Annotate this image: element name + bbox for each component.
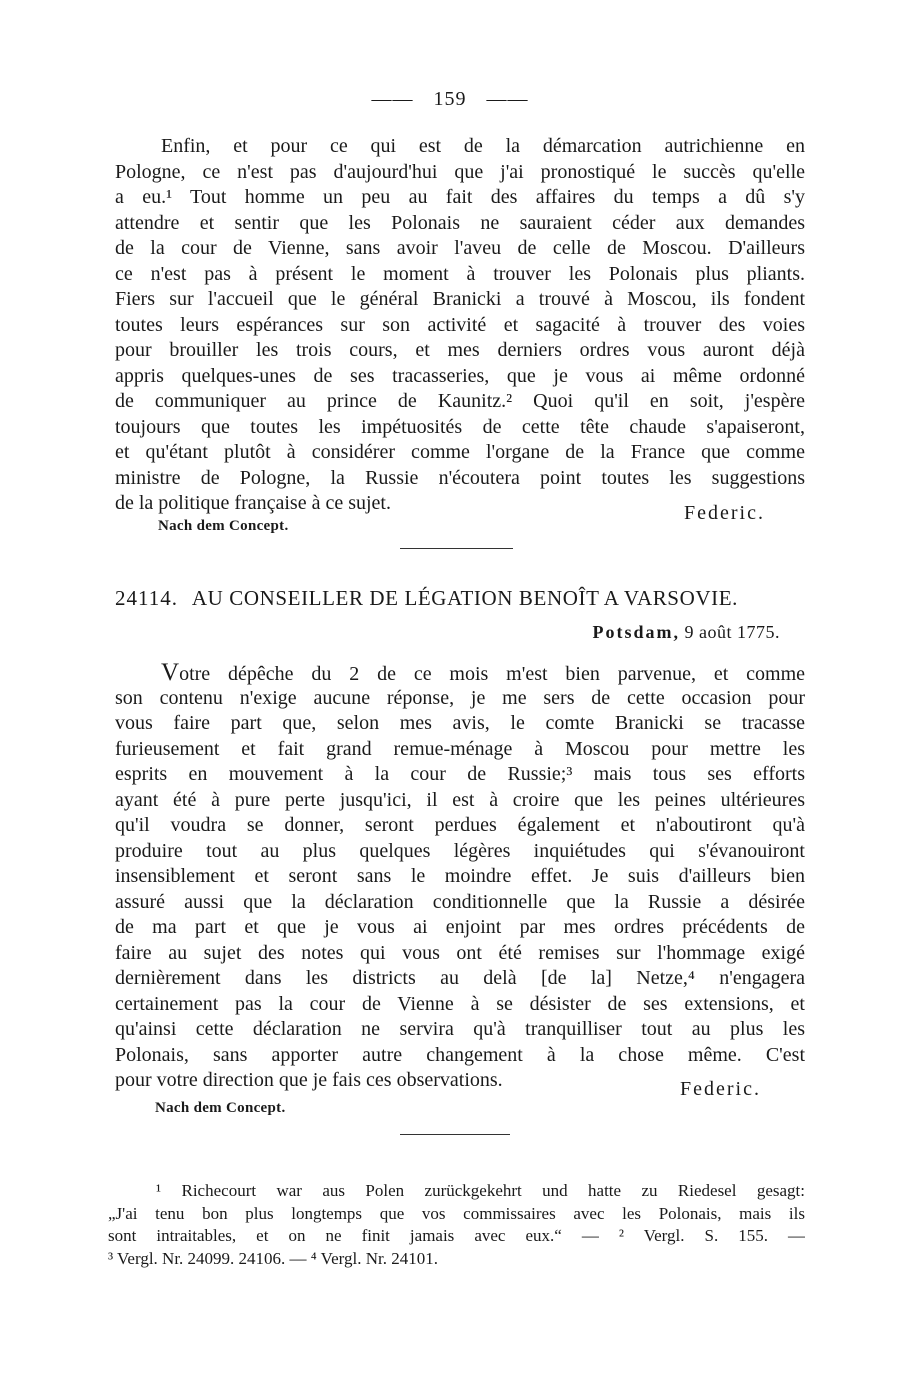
letter2-first-line	[115, 660, 805, 686]
letter2-signature: Federic.	[680, 1078, 761, 1100]
letter2-line: qu'il voudra se donner, seront perdues également et n'aboutiront qu'à	[115, 814, 805, 836]
footnote-line: ¹ Richecourt war aus Polen zurückgekehrt und hatte zu Riedesel gesagt:	[156, 1181, 805, 1200]
letter1-line: Fiers sur l'accueil que le général Branicki a trouvé à Moscou, ils fondent	[115, 288, 805, 310]
section-divider	[400, 548, 513, 549]
footnote-divider	[400, 1134, 510, 1135]
letter1-line: ministre de Pologne, la Russie n'écoutera point toutes les suggestions	[115, 466, 805, 489]
letter2-line: esprits en mouvement à la cour de Russie;³ mais tous ses efforts	[115, 763, 805, 785]
letter2-line: vous faire part que, selon mes avis, le comte Branicki se tracasse	[115, 712, 805, 734]
letter2-line: insensiblement et seront sans le moindre effet. Je suis d'ailleurs bien	[115, 865, 805, 887]
letter1-line: de la politique française à ce sujet.	[115, 492, 391, 514]
letter1-body	[115, 134, 805, 517]
letter1-line: toutes leurs espérances sur son activité et sagacité à trouver des voies	[115, 313, 805, 336]
letter2-line: dernièrement dans les districts au delà [de la] Netze,⁴ n'engagera	[115, 967, 805, 989]
letter2-line: qu'ainsi cette déclaration ne servira qu'à tranquilliser tout au plus les	[115, 1018, 805, 1040]
letter1-signature: Federic.	[684, 502, 765, 524]
letter1-line: ce n'est pas à présent le moment à trouver les Polonais plus pliants.	[115, 262, 805, 285]
letter1-source-note: Nach dem Concept.	[158, 518, 289, 534]
letter2-line: son contenu n'exige aucune réponse, je me sers de cette occasion pour	[115, 686, 805, 709]
letter2-line: faire au sujet des notes qui vous ont été remises sur l'hommage exigé	[115, 941, 805, 964]
letter1-line: pour brouiller les trois cours, et mes derniers ordres vous auront déjà	[115, 339, 805, 361]
letter1-line: de la cour de Vienne, sans avoir l'aveu de celle de Moscou. D'ailleurs	[115, 237, 805, 259]
letter2-date: 9 août 1775.	[684, 622, 780, 642]
letter2-line: Polonais, sans apporter autre changement à la chose même. C'est	[115, 1043, 805, 1066]
letter1-line: de communiquer au prince de Kaunitz.² Quoi qu'il en soit, j'espère	[115, 390, 805, 412]
letter2-title: AU CONSEILLER DE LÉGATION BENOÎT A VARSOVIE.	[191, 586, 738, 610]
letter1-line: et qu'étant plutôt à considérer comme l'organe de la France que comme	[115, 441, 805, 463]
page-number-dash-right: ——	[486, 88, 529, 110]
letter2-line: pour votre direction que je fais ces observations.	[115, 1069, 503, 1091]
letter2-body	[115, 660, 805, 1094]
letter2-line: furieusement et fait grand remue-ménage à Moscou pour mettre les	[115, 737, 805, 760]
letter1-line: appris quelques-unes de ses tracasseries, que je vous ai même ordonné	[115, 364, 805, 387]
letter2-heading	[115, 586, 805, 611]
footnote-line: „J'ai tenu bon plus longtemps que vos commissaires avec les Polonais, mais ils	[108, 1203, 805, 1223]
letter2-initial: V	[161, 660, 180, 686]
page-number-dash-left: ——	[371, 88, 414, 110]
footnote-line: sont intraitables, et on ne finit jamais avec eux.“ — ² Vergl. S. 155. —	[108, 1226, 805, 1245]
letter2-line: otre dépêche du 2 de ce mois m'est bien parvenue, et comme	[179, 663, 805, 685]
letter2-number: 24114.	[115, 586, 178, 610]
footnote-line: ³ Vergl. Nr. 24099. 24106. — ⁴ Vergl. Nr. 24101.	[108, 1248, 438, 1268]
letter2-place: Potsdam,	[592, 622, 680, 642]
letter2-source-note: Nach dem Concept.	[155, 1100, 286, 1116]
letter1-line: a eu.¹ Tout homme un peu au fait des affaires du temps a dû s'y	[115, 186, 805, 208]
letter1-line: toujours que toutes les impétuosités de cette tête chaude s'apaiseront,	[115, 415, 805, 438]
letter2-line: produire tout au plus quelques légères inquiétudes qui s'évanouiront	[115, 839, 805, 862]
letter1-line: Enfin, et pour ce qui est de la démarcation autrichienne en	[161, 135, 805, 157]
page-number-value: 159	[433, 88, 467, 110]
letter1-line: attendre et sentir que les Polonais ne sauraient céder aux demandes	[115, 211, 805, 234]
letter2-line: certainement pas la cour de Vienne à se désister de ses extensions, et	[115, 992, 805, 1015]
letter1-line: Pologne, ce n'est pas d'aujourd'hui que j'ai pronostiqué le succès qu'elle	[115, 160, 805, 183]
footnotes	[108, 1180, 805, 1270]
letter2-line: de ma part et que je vous ai enjoint par mes ordres précédents de	[115, 916, 805, 938]
page-number	[0, 88, 900, 111]
letter2-dateline	[593, 622, 781, 643]
letter2-line: assuré aussi que la déclaration conditionnelle que la Russie a désirée	[115, 890, 805, 913]
letter2-line: ayant été à pure perte jusqu'ici, il est à croire que les peines ultérieures	[115, 788, 805, 811]
